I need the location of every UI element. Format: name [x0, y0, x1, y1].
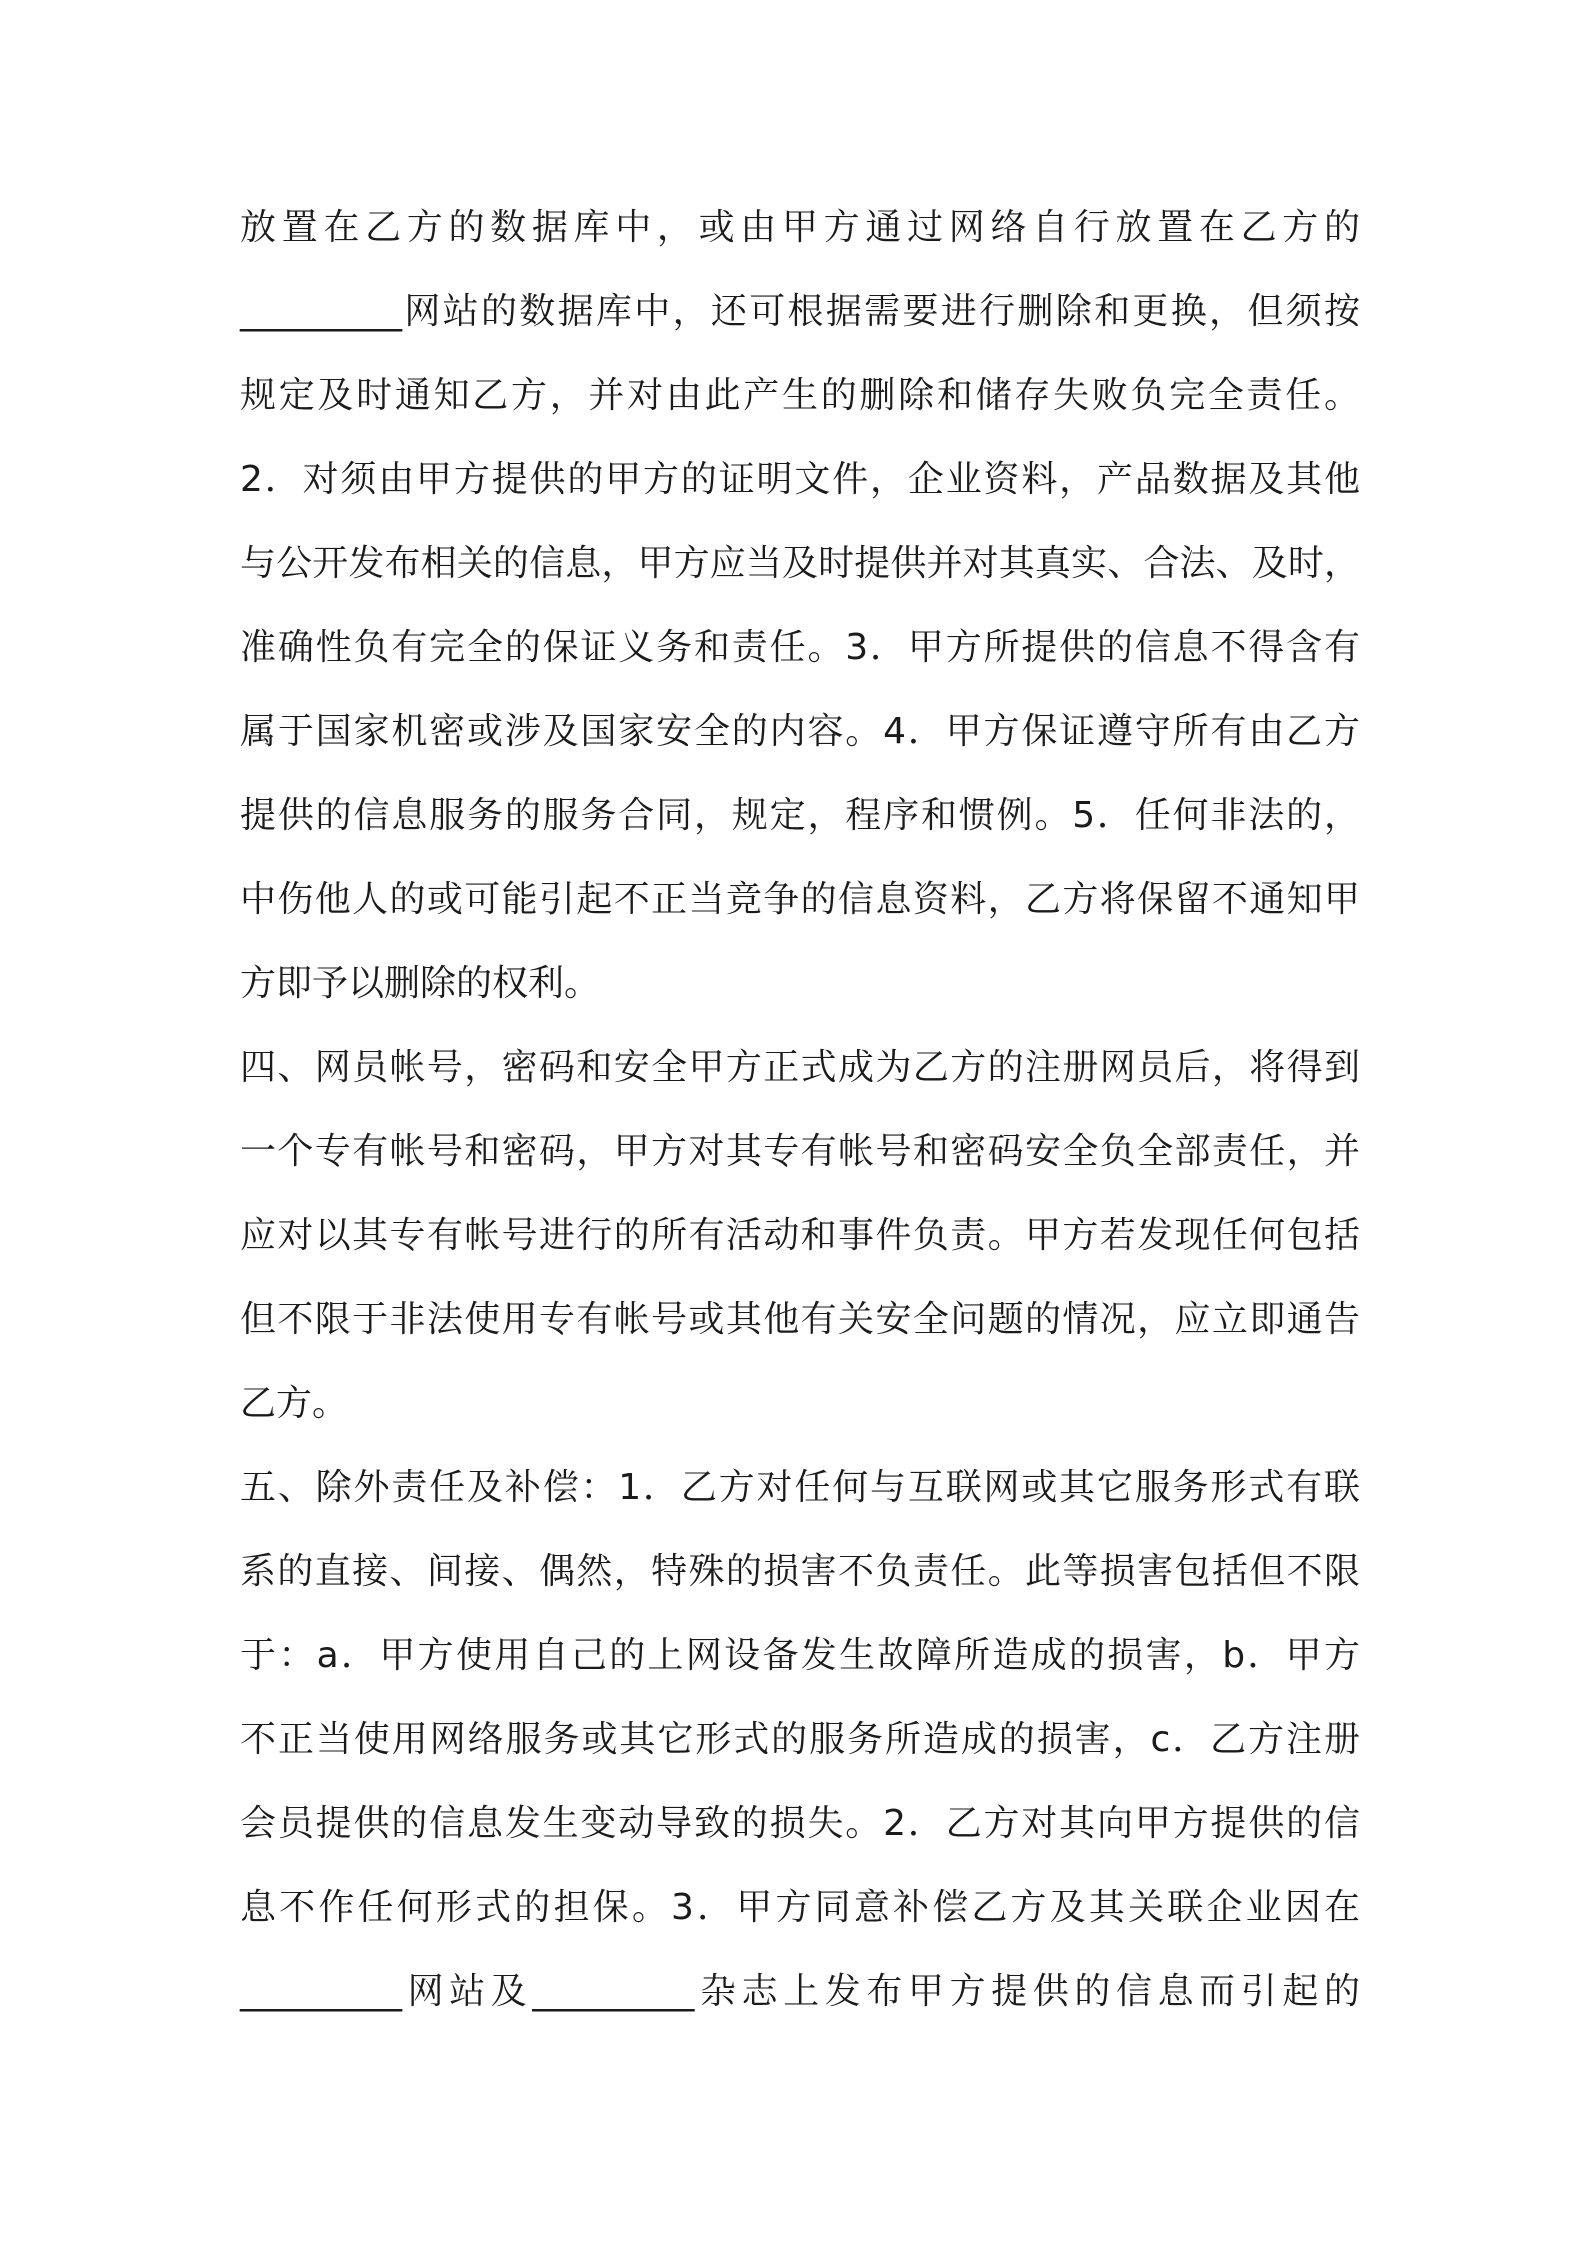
text-line: 一个专有帐号和密码，甲方对其专有帐号和密码安全负全部责任，并 — [240, 1131, 1360, 1172]
paragraph — [240, 1446, 1360, 2034]
paragraph — [240, 1026, 1360, 1446]
text-line: 系的直接、间接、偶然，特殊的损害不负责任。此等损害包括但不限 — [240, 1551, 1360, 1592]
text-line: 五、除外责任及补偿：1．乙方对任何与互联网或其它服务形式有联 — [240, 1467, 1360, 1508]
text-line: 应对以其专有帐号进行的所有活动和事件负责。甲方若发现任何包括 — [240, 1215, 1360, 1256]
text-line: 不正当使用网络服务或其它形式的服务所造成的损害，c．乙方注册 — [240, 1719, 1360, 1760]
text-line: 方即予以删除的权利。 — [240, 963, 601, 1004]
text-line: 于：a．甲方使用自己的上网设备发生故障所造成的损害，b．甲方 — [240, 1635, 1360, 1676]
text-line: 属于国家机密或涉及国家安全的内容。4．甲方保证遵守所有由乙方 — [240, 711, 1360, 752]
text-line: _________网站的数据库中，还可根据需要进行删除和更换，但须按 — [240, 291, 1360, 332]
paragraph — [240, 438, 1360, 1026]
text-line: 但不限于非法使用专有帐号或其他有关安全问题的情况，应立即通告 — [240, 1299, 1360, 1340]
text-line: 2．对须由甲方提供的甲方的证明文件，企业资料，产品数据及其他 — [240, 459, 1360, 500]
text-line: 准确性负有完全的保证义务和责任。3．甲方所提供的信息不得含有 — [240, 627, 1360, 668]
text-line: 息不作任何形式的担保。3．甲方同意补偿乙方及其关联企业因在 — [240, 1887, 1360, 1928]
text-line: 四、网员帐号，密码和安全甲方正式成为乙方的注册网员后，将得到 — [240, 1047, 1360, 1088]
text-line: 乙方。 — [240, 1383, 349, 1424]
paragraph — [240, 186, 1360, 438]
text-line: _________网站及_________杂志上发布甲方提供的信息而引起的 — [240, 1971, 1360, 2012]
text-line: 中伤他人的或可能引起不正当竞争的信息资料，乙方将保留不通知甲 — [240, 879, 1360, 920]
text-line: 会员提供的信息发生变动导致的损失。2．乙方对其向甲方提供的信 — [240, 1803, 1360, 1844]
text-line: 放置在乙方的数据库中，或由甲方通过网络自行放置在乙方的 — [240, 207, 1360, 248]
text-line: 提供的信息服务的服务合同，规定，程序和惯例。5．任何非法的， — [240, 795, 1360, 836]
text-line: 与公开发布相关的信息，甲方应当及时提供并对其真实、合法、及时， — [240, 543, 1360, 584]
document-body — [240, 186, 1360, 2034]
text-line: 规定及时通知乙方，并对由此产生的删除和储存失败负完全责任。 — [240, 375, 1360, 416]
